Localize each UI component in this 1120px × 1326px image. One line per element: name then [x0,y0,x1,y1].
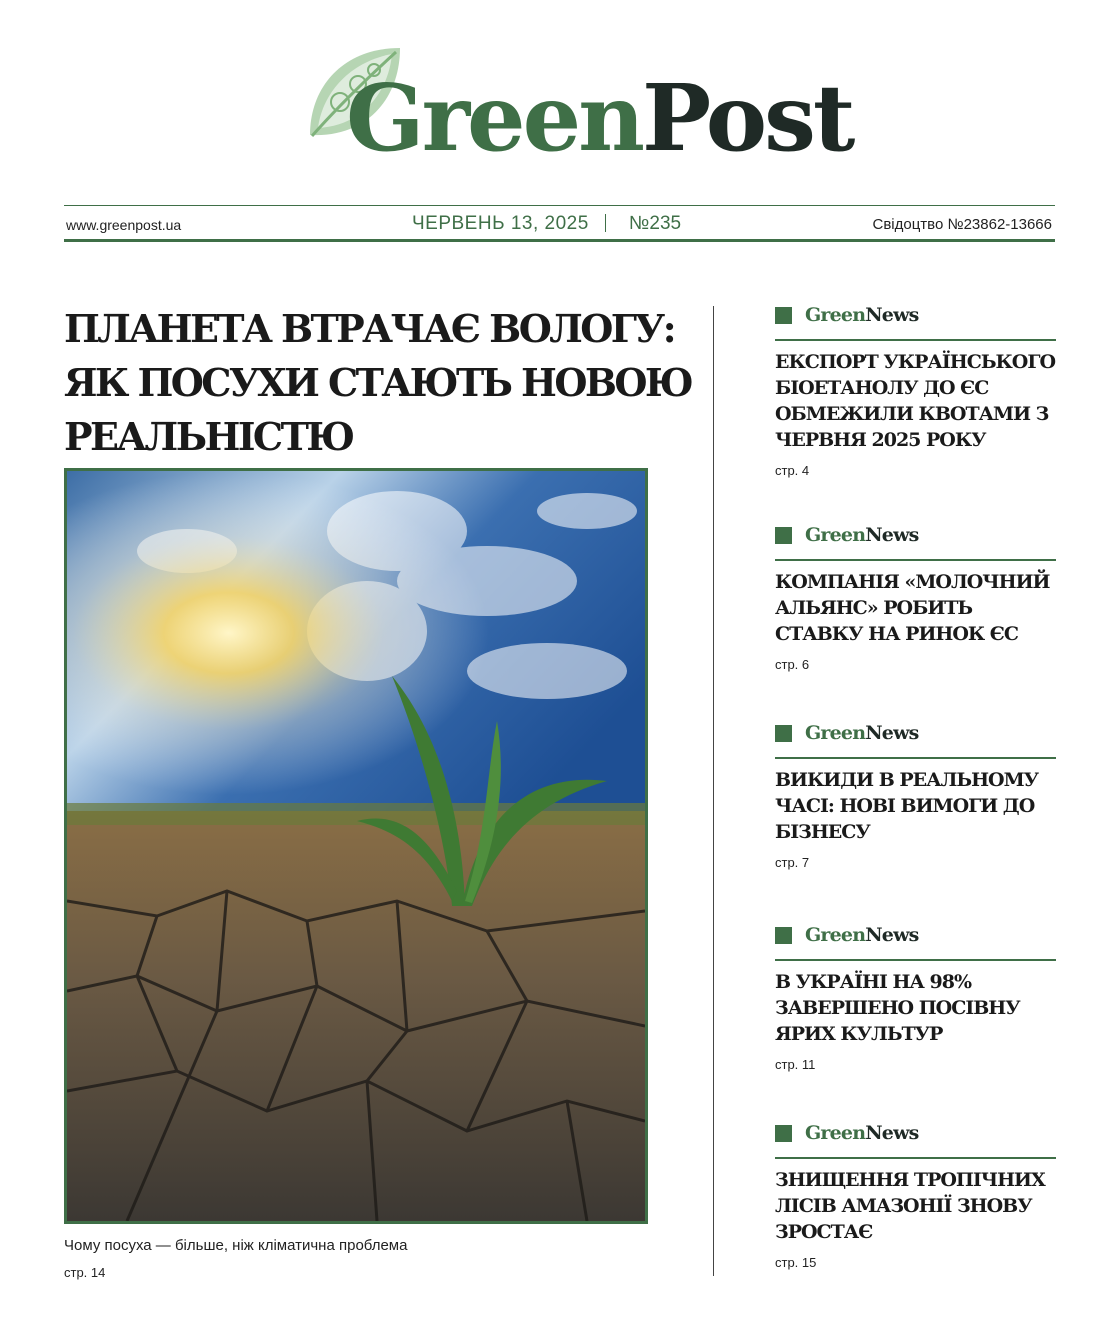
square-bullet-icon [775,307,792,324]
square-bullet-icon [775,1125,792,1142]
news-page-ref: стр. 4 [775,463,810,478]
kicker-green-part: Green [805,524,866,546]
news-page-ref: стр. 6 [775,657,810,672]
news-rule [775,559,1056,561]
main-headline[interactable]: ПЛАНЕТА ВТРАЧАЄ ВОЛОГУ: ЯК ПОСУХИ СТАЮТЬ НОВОЮ РЕАЛЬНІСТЮ [64,306,692,459]
news-title[interactable]: ЕКСПОРТ УКРАЇНСЬКОГО БІОЕТАНОЛУ ДО ЄС ОБМЕЖИЛИ КВОТАМИ З ЧЕРВНЯ 2025 РОКУ [775,351,1056,451]
strip-top-rule [64,205,1055,206]
kicker-dark-part: News [865,1122,919,1144]
main-page-ref: стр. 14 [64,1265,106,1280]
news-rule [775,757,1056,759]
logo-green-part: Green [346,64,642,172]
main-photo[interactable] [64,468,648,1224]
masthead [0,0,1120,200]
news-kicker [775,925,1056,947]
news-kicker [775,723,1056,745]
issue-number: №235 [629,213,682,234]
news-rule [775,1157,1056,1159]
kicker-dark-part: News [865,304,919,326]
photo-caption: Чому посуха — більше, ніж кліматична проблема [64,1237,408,1254]
news-page-ref: стр. 11 [775,1057,816,1072]
kicker-green-part: Green [805,924,866,946]
news-title[interactable]: ВИКИДИ В РЕАЛЬНОМУ ЧАСІ: НОВІ ВИМОГИ ДО БІЗНЕСУ [775,769,1039,843]
news-kicker [775,525,1056,547]
kicker-dark-part: News [865,722,919,744]
kicker-dark-part: News [865,524,919,546]
news-title[interactable]: ЗНИЩЕННЯ ТРОПІЧНИХ ЛІСІВ АМАЗОНІЇ ЗНОВУ ЗРОСТАЄ [775,1169,1045,1243]
news-item[interactable] [775,305,1056,478]
news-kicker [775,305,1056,327]
square-bullet-icon [775,725,792,742]
news-rule [775,959,1056,961]
news-item[interactable] [775,925,1056,1072]
logo-wordmark [346,64,853,172]
column-divider [713,306,714,1276]
news-item[interactable] [775,723,1056,870]
issue-separator [605,214,606,232]
kicker-dark-part: News [865,924,919,946]
news-title[interactable]: В УКРАЇНІ НА 98% ЗАВЕРШЕНО ПОСІВНУ ЯРИХ КУЛЬТУР [775,971,1020,1045]
news-page-ref: стр. 15 [775,1255,817,1270]
news-page-ref: стр. 7 [775,855,810,870]
news-title[interactable]: КОМПАНІЯ «МОЛОЧНИЙ АЛЬЯНС» РОБИТЬ СТАВКУ НА РИНОК ЄС [775,571,1050,645]
issue-date: ЧЕРВЕНЬ 13, 2025 [412,213,589,234]
square-bullet-icon [775,527,792,544]
kicker-green-part: Green [805,1122,866,1144]
registration-certificate: Свідоцтво №23862-13666 [872,216,1052,233]
square-bullet-icon [775,927,792,944]
kicker-green-part: Green [805,304,866,326]
news-rule [775,339,1056,341]
logo-dark-part: Post [642,64,853,172]
strip-bottom-rule [64,239,1055,242]
website-link[interactable]: www.greenpost.ua [66,217,182,233]
news-item[interactable] [775,525,1056,672]
news-item[interactable] [775,1123,1056,1270]
news-kicker [775,1123,1056,1145]
kicker-green-part: Green [805,722,866,744]
drought-field-image [67,471,645,1221]
